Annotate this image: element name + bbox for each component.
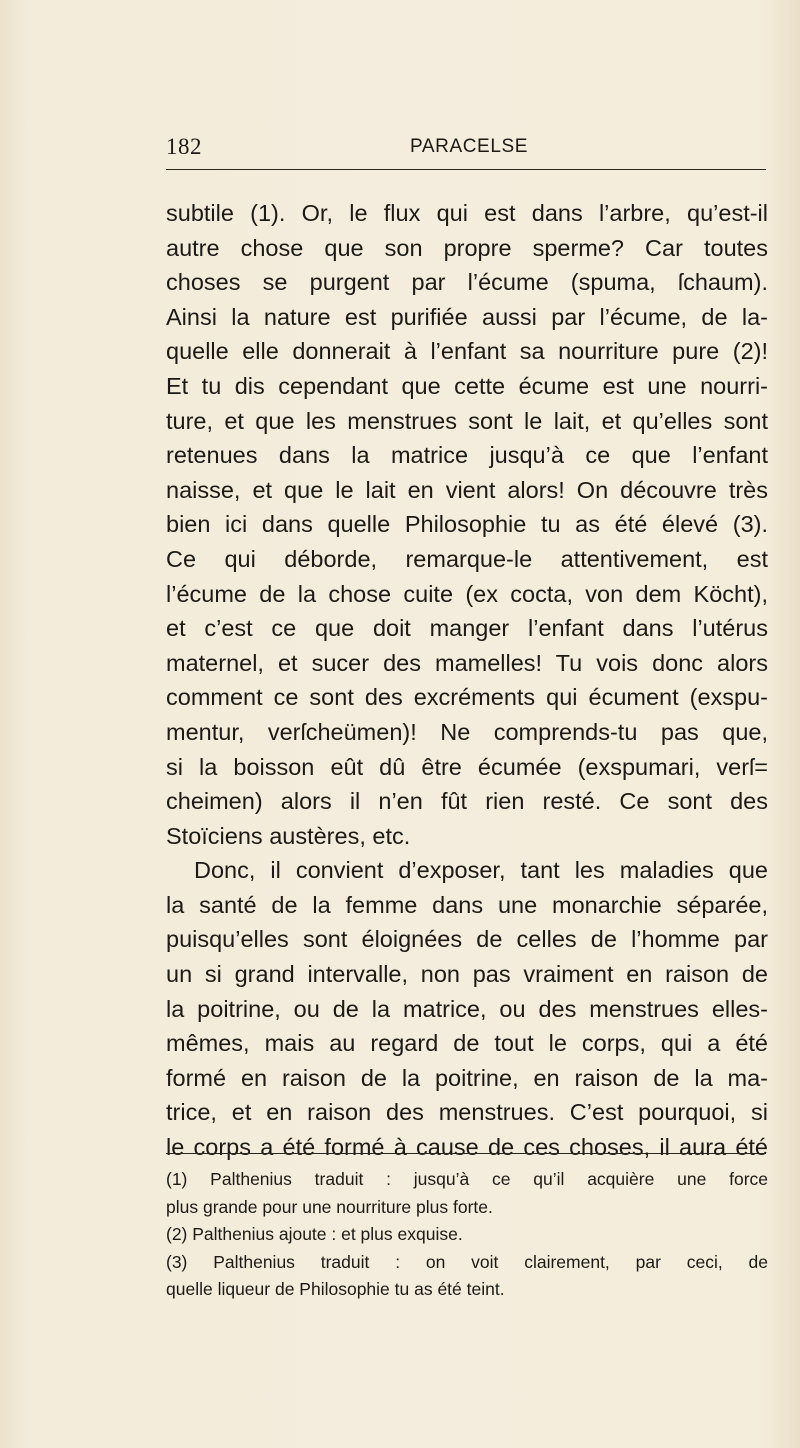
body-line: Et tu dis cependant que cette écume est une nourri- bbox=[166, 372, 768, 399]
running-head bbox=[166, 134, 766, 164]
body-line: ture, et que les menstrues sont le lait, et qu’elles sont bbox=[166, 407, 768, 434]
body-line: quelle elle donnerait à l’enfant sa nourriture pure (2)! bbox=[166, 338, 768, 365]
footnote-1-line-1: (1) Palthenius traduit : jusqu’à ce qu’il acquière une force bbox=[166, 1169, 768, 1189]
running-title: PARACELSE bbox=[410, 136, 529, 157]
body-line: le corps a été formé à cause de ces choses, il aura été bbox=[166, 1134, 768, 1161]
body-line: Ainsi la nature est purifiée aussi par l’écume, de la- bbox=[166, 303, 768, 330]
footnote-3-line-2: quelle liqueur de Philosophie tu as été teint. bbox=[166, 1279, 505, 1299]
body-line: formé en raison de la poitrine, en raison de la ma- bbox=[166, 1064, 768, 1091]
footnote-rule bbox=[166, 1153, 766, 1154]
body-line: Donc, il convient d’exposer, tant les maladies que bbox=[194, 857, 768, 884]
header-rule bbox=[166, 169, 766, 170]
footnote-2: (2) Palthenius ajoute : et plus exquise. bbox=[166, 1224, 463, 1244]
body-line: l’écume de la chose cuite (ex cocta, von dem Köcht), bbox=[166, 580, 768, 607]
body-line: autre chose que son propre sperme? Car toutes bbox=[166, 234, 768, 261]
body-line: et c’est ce que doit manger l’enfant dans l’utérus bbox=[166, 615, 768, 642]
footnote-3-line-1: (3) Palthenius traduit : on voit clairement, par ceci, de bbox=[166, 1251, 768, 1272]
body-line: la santé de la femme dans une monarchie séparée, bbox=[166, 891, 768, 918]
body-line: bien ici dans quelle Philosophie tu as été élevé (3). bbox=[166, 511, 768, 538]
body-line: un si grand intervalle, non pas vraiment en raison de bbox=[166, 961, 768, 988]
body-text bbox=[166, 196, 768, 1165]
body-line: maternel, et sucer des mamelles! Tu vois donc alors bbox=[166, 649, 768, 676]
footnotes bbox=[166, 1166, 768, 1304]
page-number: 182 bbox=[166, 134, 202, 159]
body-line: si la boisson eût dû être écumée (exspumari, verſ= bbox=[166, 753, 768, 780]
body-line: choses se purgent par l’écume (spuma, ſchaum). bbox=[166, 269, 768, 296]
body-line: mentur, verſcheümen)! Ne comprends-tu pas que, bbox=[166, 718, 768, 745]
body-line: Stoïciens austères, etc. bbox=[166, 822, 411, 849]
body-line: trice, et en raison des menstrues. C’est pourquoi, si bbox=[166, 1099, 768, 1126]
body-line: Ce qui déborde, remarque-le attentivement, est bbox=[166, 545, 768, 572]
body-line: naisse, et que le lait en vient alors! On découvre très bbox=[166, 476, 768, 503]
body-line: puisqu’elles sont éloignées de celles de l’homme par bbox=[166, 926, 768, 953]
body-line: comment ce sont des excréments qui écument (exspu- bbox=[166, 684, 768, 711]
body-line: retenues dans la matrice jusqu’à ce que l’enfant bbox=[166, 442, 768, 469]
body-line: cheimen) alors il n’en fût rien resté. Ce sont des bbox=[166, 788, 768, 815]
body-line: mêmes, mais au regard de tout le corps, qui a été bbox=[166, 1030, 768, 1057]
body-line: la poitrine, ou de la matrice, ou des menstrues elles- bbox=[166, 995, 768, 1022]
footnote-1-line-2: plus grande pour une nourriture plus forte. bbox=[166, 1196, 493, 1217]
body-line: subtile (1). Or, le flux qui est dans l’arbre, qu’est-il bbox=[166, 200, 768, 226]
